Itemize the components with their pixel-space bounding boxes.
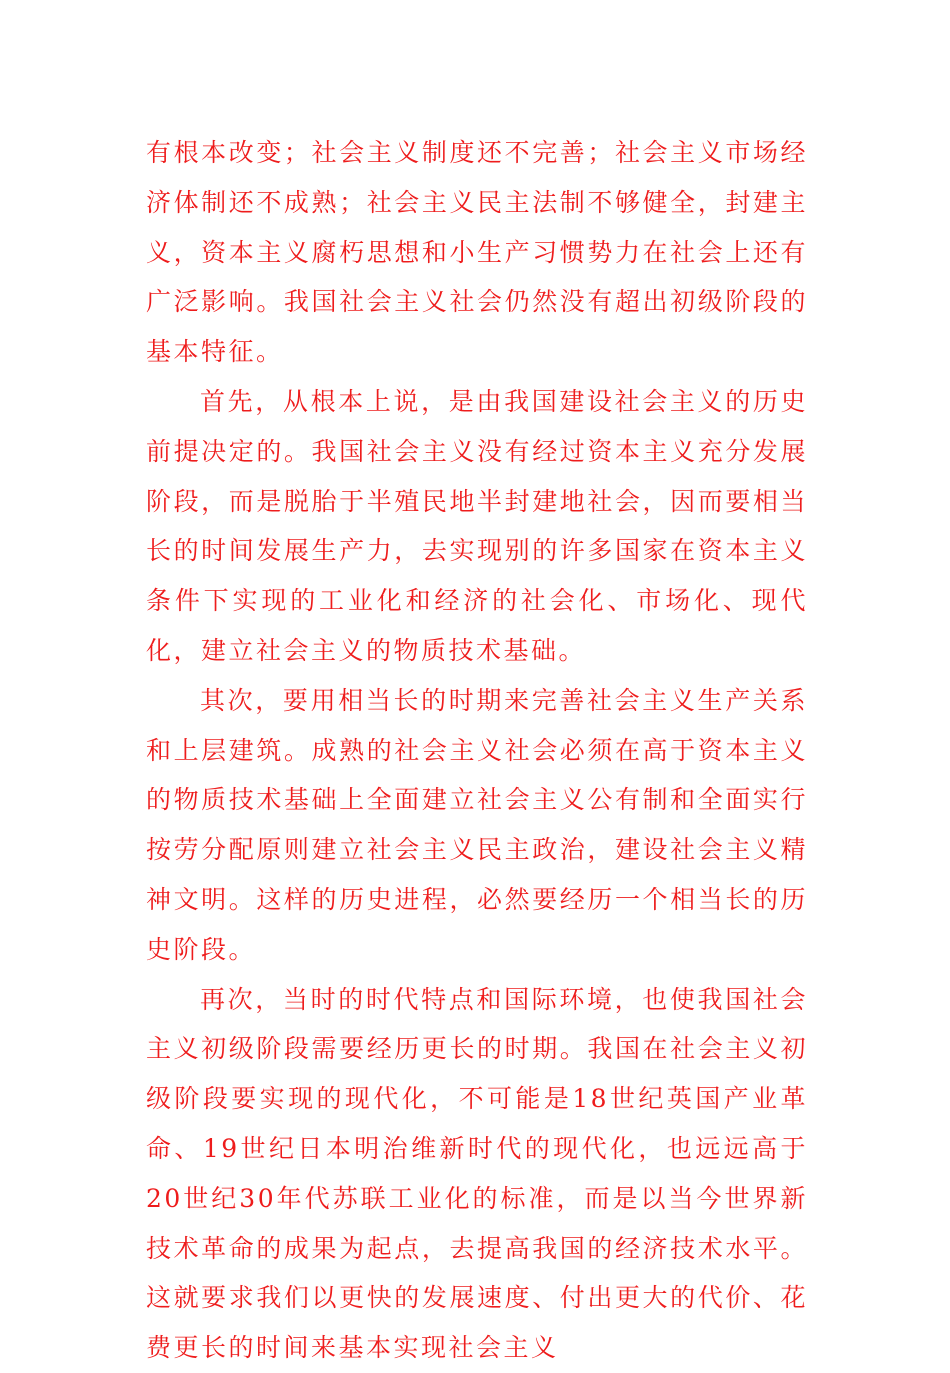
document-body [146, 128, 808, 1373]
paragraph-4: 再次，当时的时代特点和国际环境，也使我国社会主义初级阶段需要经历更长的时期。我国在社会主义初级阶段要实现的现代化，不可能是18世纪英国产业革命、19世纪日本明治维新时代的现代化，也远远高于20世纪30年代苏联工业化的标准，而是以当今世界新技术革命的成果为起点，去提高我国的经济技术水平。这就要求我们以更快的发展速度、付出更大的代价、花费更长的时间来基本实现社会主义 [146, 984, 808, 1363]
paragraph-1: 有根本改变；社会主义制度还不完善；社会主义市场经济体制还不成熟；社会主义民主法制不够健全，封建主义，资本主义腐朽思想和小生产习惯势力在社会上还有广泛影响。我国社会主义社会仍然没有超出初级阶段的基本特征。 [146, 138, 808, 367]
paragraph-2: 首先，从根本上说，是由我国建设社会主义的历史前提决定的。我国社会主义没有经过资本主义充分发展阶段，而是脱胎于半殖民地半封建地社会，因而要相当长的时间发展生产力，去实现别的许多国家在资本主义条件下实现的工业化和经济的社会化、市场化、现代化，建立社会主义的物质技术基础。 [146, 386, 808, 665]
paragraph-3: 其次，要用相当长的时期来完善社会主义生产关系和上层建筑。成熟的社会主义社会必须在高于资本主义的物质技术基础上全面建立社会主义公有制和全面实行按劳分配原则建立社会主义民主政治，建设社会主义精神文明。这样的历史进程，必然要经历一个相当长的历史阶段。 [146, 685, 808, 964]
